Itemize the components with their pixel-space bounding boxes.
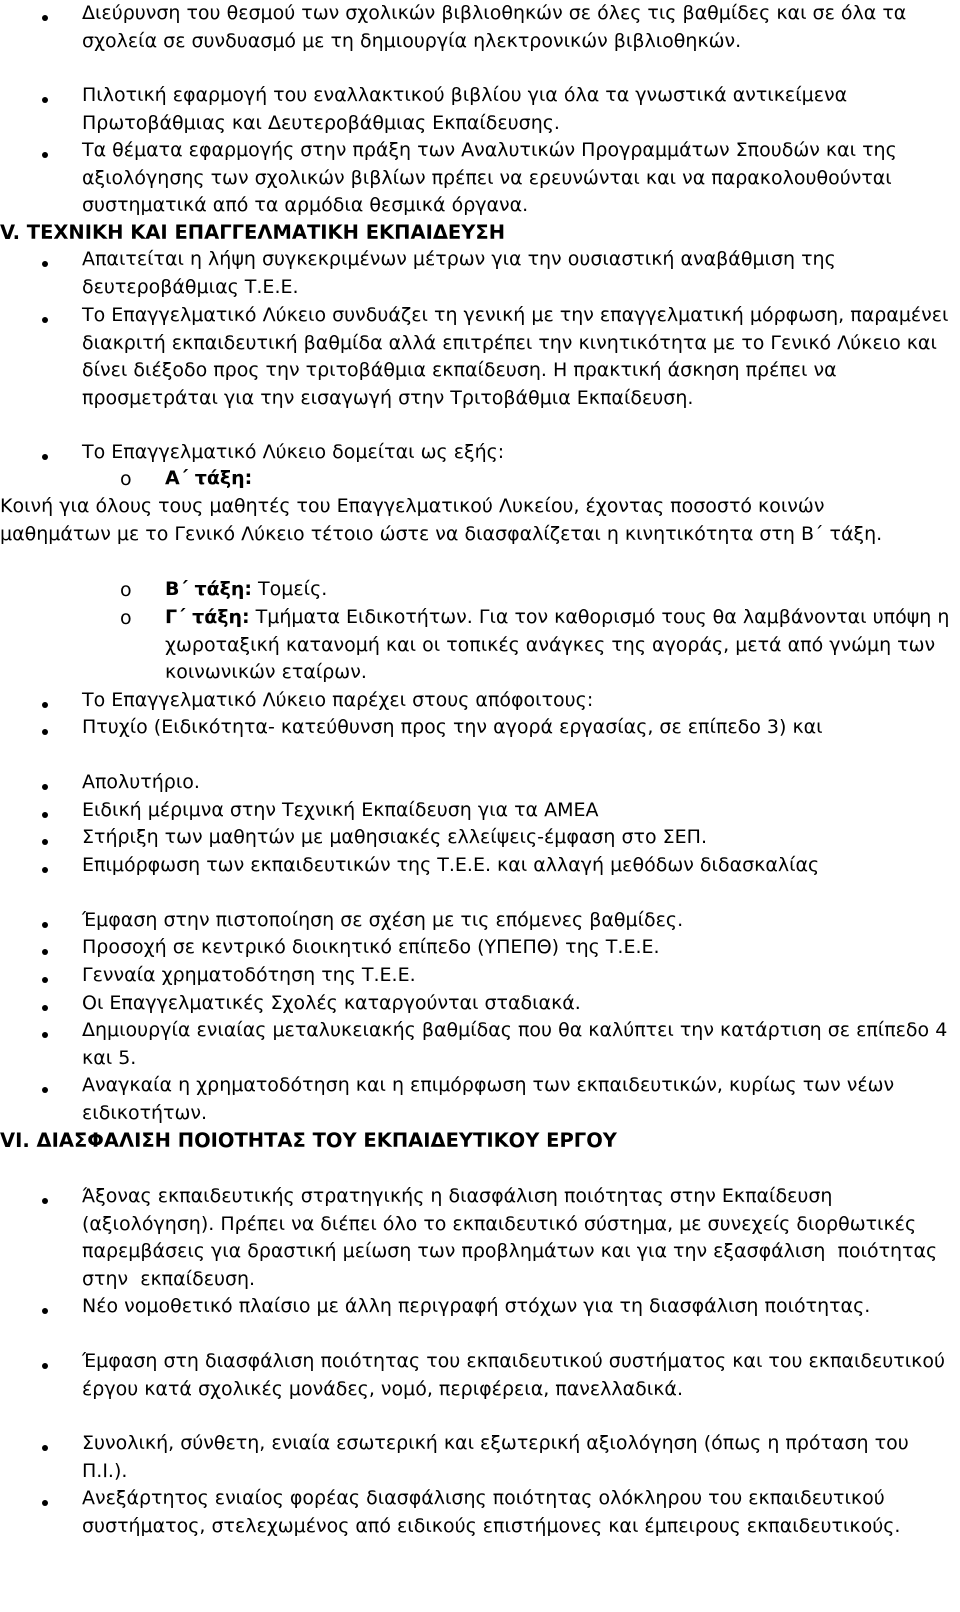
section-heading: V. ΤΕΧΝΙΚΗ ΚΑΙ ΕΠΑΓΓΕΛΜΑΤΙΚΗ ΕΚΠΑΙΔΕΥΣΗ xyxy=(0,221,506,244)
list-item: Απαιτείται η λήψη συγκεκριμένων μέτρων για την ουσιαστική αναβάθμιση της δευτεροβάθμιας Τ.Ε.Ε. xyxy=(82,248,842,298)
bullet-icon xyxy=(40,1361,50,1371)
bullet-icon xyxy=(40,315,50,325)
bullet-icon xyxy=(40,700,50,710)
bullet-icon xyxy=(40,150,50,160)
sub-bullet-marker: o xyxy=(120,579,132,601)
list-item: Τα θέματα εφαρμογής στην πράξη των Αναλυτικών Προγραμμάτων Σπουδών και της αξιολόγησης των σχολικών βιβλίων πρέπει να ερευνώνται και να παρακολουθούνται συστηματικά από τα αρμόδια θεσμικά όργανα. xyxy=(82,139,903,217)
list-item: Οι Επαγγελματικές Σχολές καταργούνται σταδιακά. xyxy=(82,992,581,1014)
list-item: Ανεξάρτητος ενιαίος φορέας διασφάλισης ποιότητας ολόκληρου του εκπαιδευτικού συστήματος, στελεχωμένος από ειδικούς επιστήμονες και έμπειρους εκπαιδευτικούς. xyxy=(82,1487,901,1537)
section-heading: VI. ΔΙΑΣΦΑΛΙΣΗ ΠΟΙΟΤΗΤΑΣ ΤΟΥ ΕΚΠΑΙΔΕΥΤΙΚΟΥ ΕΡΓΟΥ xyxy=(0,1129,617,1152)
bullet-icon xyxy=(40,1003,50,1013)
paragraph: Κοινή για όλους τους μαθητές του Επαγγελματικού Λυκείου, έχοντας ποσοστό κοινών μαθημάτων με το Γενικό Λύκειο τέτοιο ώστε να διασφαλίζεται η κινητικότητα στη Β΄ τάξη. xyxy=(0,495,883,545)
list-item: Στήριξη των μαθητών με μαθησιακές ελλείψεις-έμφαση στο ΣΕΠ. xyxy=(82,826,707,848)
sub-item-text: Τμήματα Ειδικοτήτων. Για τον καθορισμό τους θα λαμβάνονται υπόψη η χωροταξική κατανομή και οι τοπικές ανάγκες της αγοράς, μετά από γνώμη των κοινωνικών εταίρων. xyxy=(165,606,956,684)
bullet-icon xyxy=(40,1196,50,1206)
bullet-icon xyxy=(40,1443,50,1453)
list-item: Γενναία χρηματοδότηση της Τ.Ε.Ε. xyxy=(82,964,416,986)
list-item: Άξονας εκπαιδευτικής στρατηγικής η διασφάλιση ποιότητας στην Εκπαίδευση (αξιολόγηση). Πρέπει να διέπει όλο το εκπαιδευτικό σύστημα, με συνεχείς διορθωτικές παρεμβάσεις για δραστική μείωση των προβλημάτων και για την εξασφάλιση ποιότητας στην εκπαίδευση. xyxy=(82,1185,944,1290)
bullet-icon xyxy=(40,947,50,957)
list-item: Νέο νομοθετικό πλαίσιο με άλλη περιγραφή στόχων για τη διασφάλιση ποιότητας. xyxy=(82,1295,871,1317)
sub-item-label: Β΄ τάξη: xyxy=(165,578,253,600)
bullet-icon xyxy=(40,975,50,985)
list-item: Απολυτήριο. xyxy=(82,771,200,793)
sub-item-label: Γ΄ τάξη: xyxy=(165,606,250,628)
bullet-icon xyxy=(40,259,50,269)
bullet-icon xyxy=(40,920,50,930)
bullet-icon xyxy=(40,727,50,737)
list-item: Έμφαση στη διασφάλιση ποιότητας του εκπαιδευτικού συστήματος και του εκπαιδευτικού έργου κατά σχολικές μονάδες, νομό, περιφέρεια, πανελλαδικά. xyxy=(82,1350,951,1400)
list-item: Διεύρυνση του θεσμού των σχολικών βιβλιοθηκών σε όλες τις βαθμίδες και σε όλα τα σχολεία σε συνδυασμό με τη δημιουργία ηλεκτρονικών βιβλιοθηκών. xyxy=(82,2,913,52)
list-item: Το Επαγγελματικό Λύκειο συνδυάζει τη γενική με την επαγγελματική μόρφωση, παραμένει διακριτή εκπαιδευτική βαθμίδα αλλά επιτρέπει την κινητικότητα με το Γενικό Λύκειο και δίνει διέξοδο προς την τριτοβάθμια εκπαίδευση. Η πρακτική άσκηση πρέπει να προσμετράται για την εισαγωγή στην Τριτοβάθμια Εκπαίδευση. xyxy=(82,304,955,409)
sub-item-label: Α΄ τάξη: xyxy=(165,467,253,489)
list-item: Αναγκαία η χρηματοδότηση και η επιμόρφωση των εκπαιδευτικών, κυρίως των νέων ειδικοτήτων. xyxy=(82,1074,901,1124)
list-item: Πιλοτική εφαρμογή του εναλλακτικού βιβλίου για όλα τα γνωστικά αντικείμενα Πρωτοβάθμιας και Δευτεροβάθμιας Εκπαίδευσης. xyxy=(82,84,854,134)
bullet-icon xyxy=(40,1306,50,1316)
list-item: Πτυχίο (Ειδικότητα- κατεύθυνση προς την αγορά εργασίας, σε επίπεδο 3) και xyxy=(82,716,823,738)
bullet-icon xyxy=(40,1030,50,1040)
list-item: Ειδική μέριμνα στην Τεχνική Εκπαίδευση για τα ΑΜΕΑ xyxy=(82,799,599,821)
bullet-icon xyxy=(40,452,50,462)
bullet-icon xyxy=(40,95,50,105)
bullet-icon xyxy=(40,1498,50,1508)
sub-bullet-marker: o xyxy=(120,607,132,629)
bullet-icon xyxy=(40,810,50,820)
sub-item-class-c xyxy=(165,604,955,687)
bullet-icon xyxy=(40,1085,50,1095)
list-item: Έμφαση στην πιστοποίηση σε σχέση με τις επόμενες βαθμίδες. xyxy=(82,909,684,931)
sub-item-text: Τομείς. xyxy=(252,578,328,600)
sub-item-class-b xyxy=(165,576,955,604)
sub-bullet-marker: o xyxy=(120,468,132,490)
list-item: Προσοχή σε κεντρικό διοικητικό επίπεδο (ΥΠΕΠΘ) της Τ.Ε.Ε. xyxy=(82,936,660,958)
list-item: Συνολική, σύνθετη, ενιαία εσωτερική και εξωτερική αξιολόγηση (όπως η πρόταση του Π.Ι.). xyxy=(82,1432,915,1482)
bullet-icon xyxy=(40,837,50,847)
list-item: Το Επαγγελματικό Λύκειο παρέχει στους απόφοιτους: xyxy=(82,689,594,711)
sub-item-class-a xyxy=(165,465,955,493)
bullet-icon xyxy=(40,13,50,23)
bullet-icon xyxy=(40,782,50,792)
list-item: Το Επαγγελματικό Λύκειο δομείται ως εξής: xyxy=(82,441,505,463)
bullet-icon xyxy=(40,865,50,875)
list-item: Δημιουργία ενιαίας μεταλυκειακής βαθμίδας που θα καλύπτει την κατάρτιση σε επίπεδο 4 και 5. xyxy=(82,1019,954,1069)
list-item: Επιμόρφωση των εκπαιδευτικών της Τ.Ε.Ε. και αλλαγή μεθόδων διδασκαλίας xyxy=(82,854,820,876)
